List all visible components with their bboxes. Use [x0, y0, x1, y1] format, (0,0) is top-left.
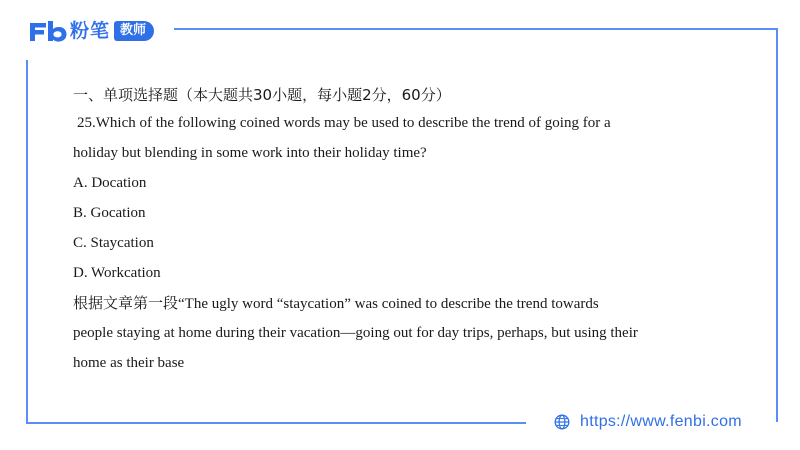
frame-right-line	[776, 28, 778, 422]
section-heading: 一、单项选择题（本大题共30小题，每小题2分，60分）	[73, 86, 451, 104]
frame-left-line	[26, 60, 28, 424]
frame-bottom-line	[26, 422, 526, 424]
fenbi-logo	[28, 18, 154, 44]
analysis-line-3: home as their base	[73, 355, 185, 371]
question-text-line-2: holiday but blending in some work into their holiday time?	[73, 145, 427, 161]
website-url[interactable]: https://www.fenbi.com	[580, 413, 742, 430]
website-link[interactable]	[554, 410, 742, 434]
analysis-line-1	[73, 288, 753, 318]
question-content	[73, 82, 753, 378]
option-c: C. Staycation	[73, 235, 154, 251]
option-a: A. Docation	[73, 175, 147, 191]
logo-teacher-badge: 教师	[114, 21, 154, 41]
globe-icon	[554, 414, 570, 430]
question-text-line-1: 25.Which of the following coined words may be used to describe the trend of going for a	[77, 115, 611, 131]
fb-logo-mark	[28, 19, 68, 43]
option-b: B. Gocation	[73, 205, 146, 221]
frame-top-line	[174, 28, 778, 30]
option-d: D. Workcation	[73, 265, 161, 281]
logo-brand-name: 粉笔	[70, 20, 111, 42]
analysis-prefix: 根据文章第一段	[73, 294, 179, 312]
analysis-quote-start: “The ugly word “staycation” was coined to describe the trend towards	[178, 296, 599, 312]
analysis-line-2: people staying at home during their vacation—going out for day trips, perhaps, but using their	[73, 325, 638, 341]
